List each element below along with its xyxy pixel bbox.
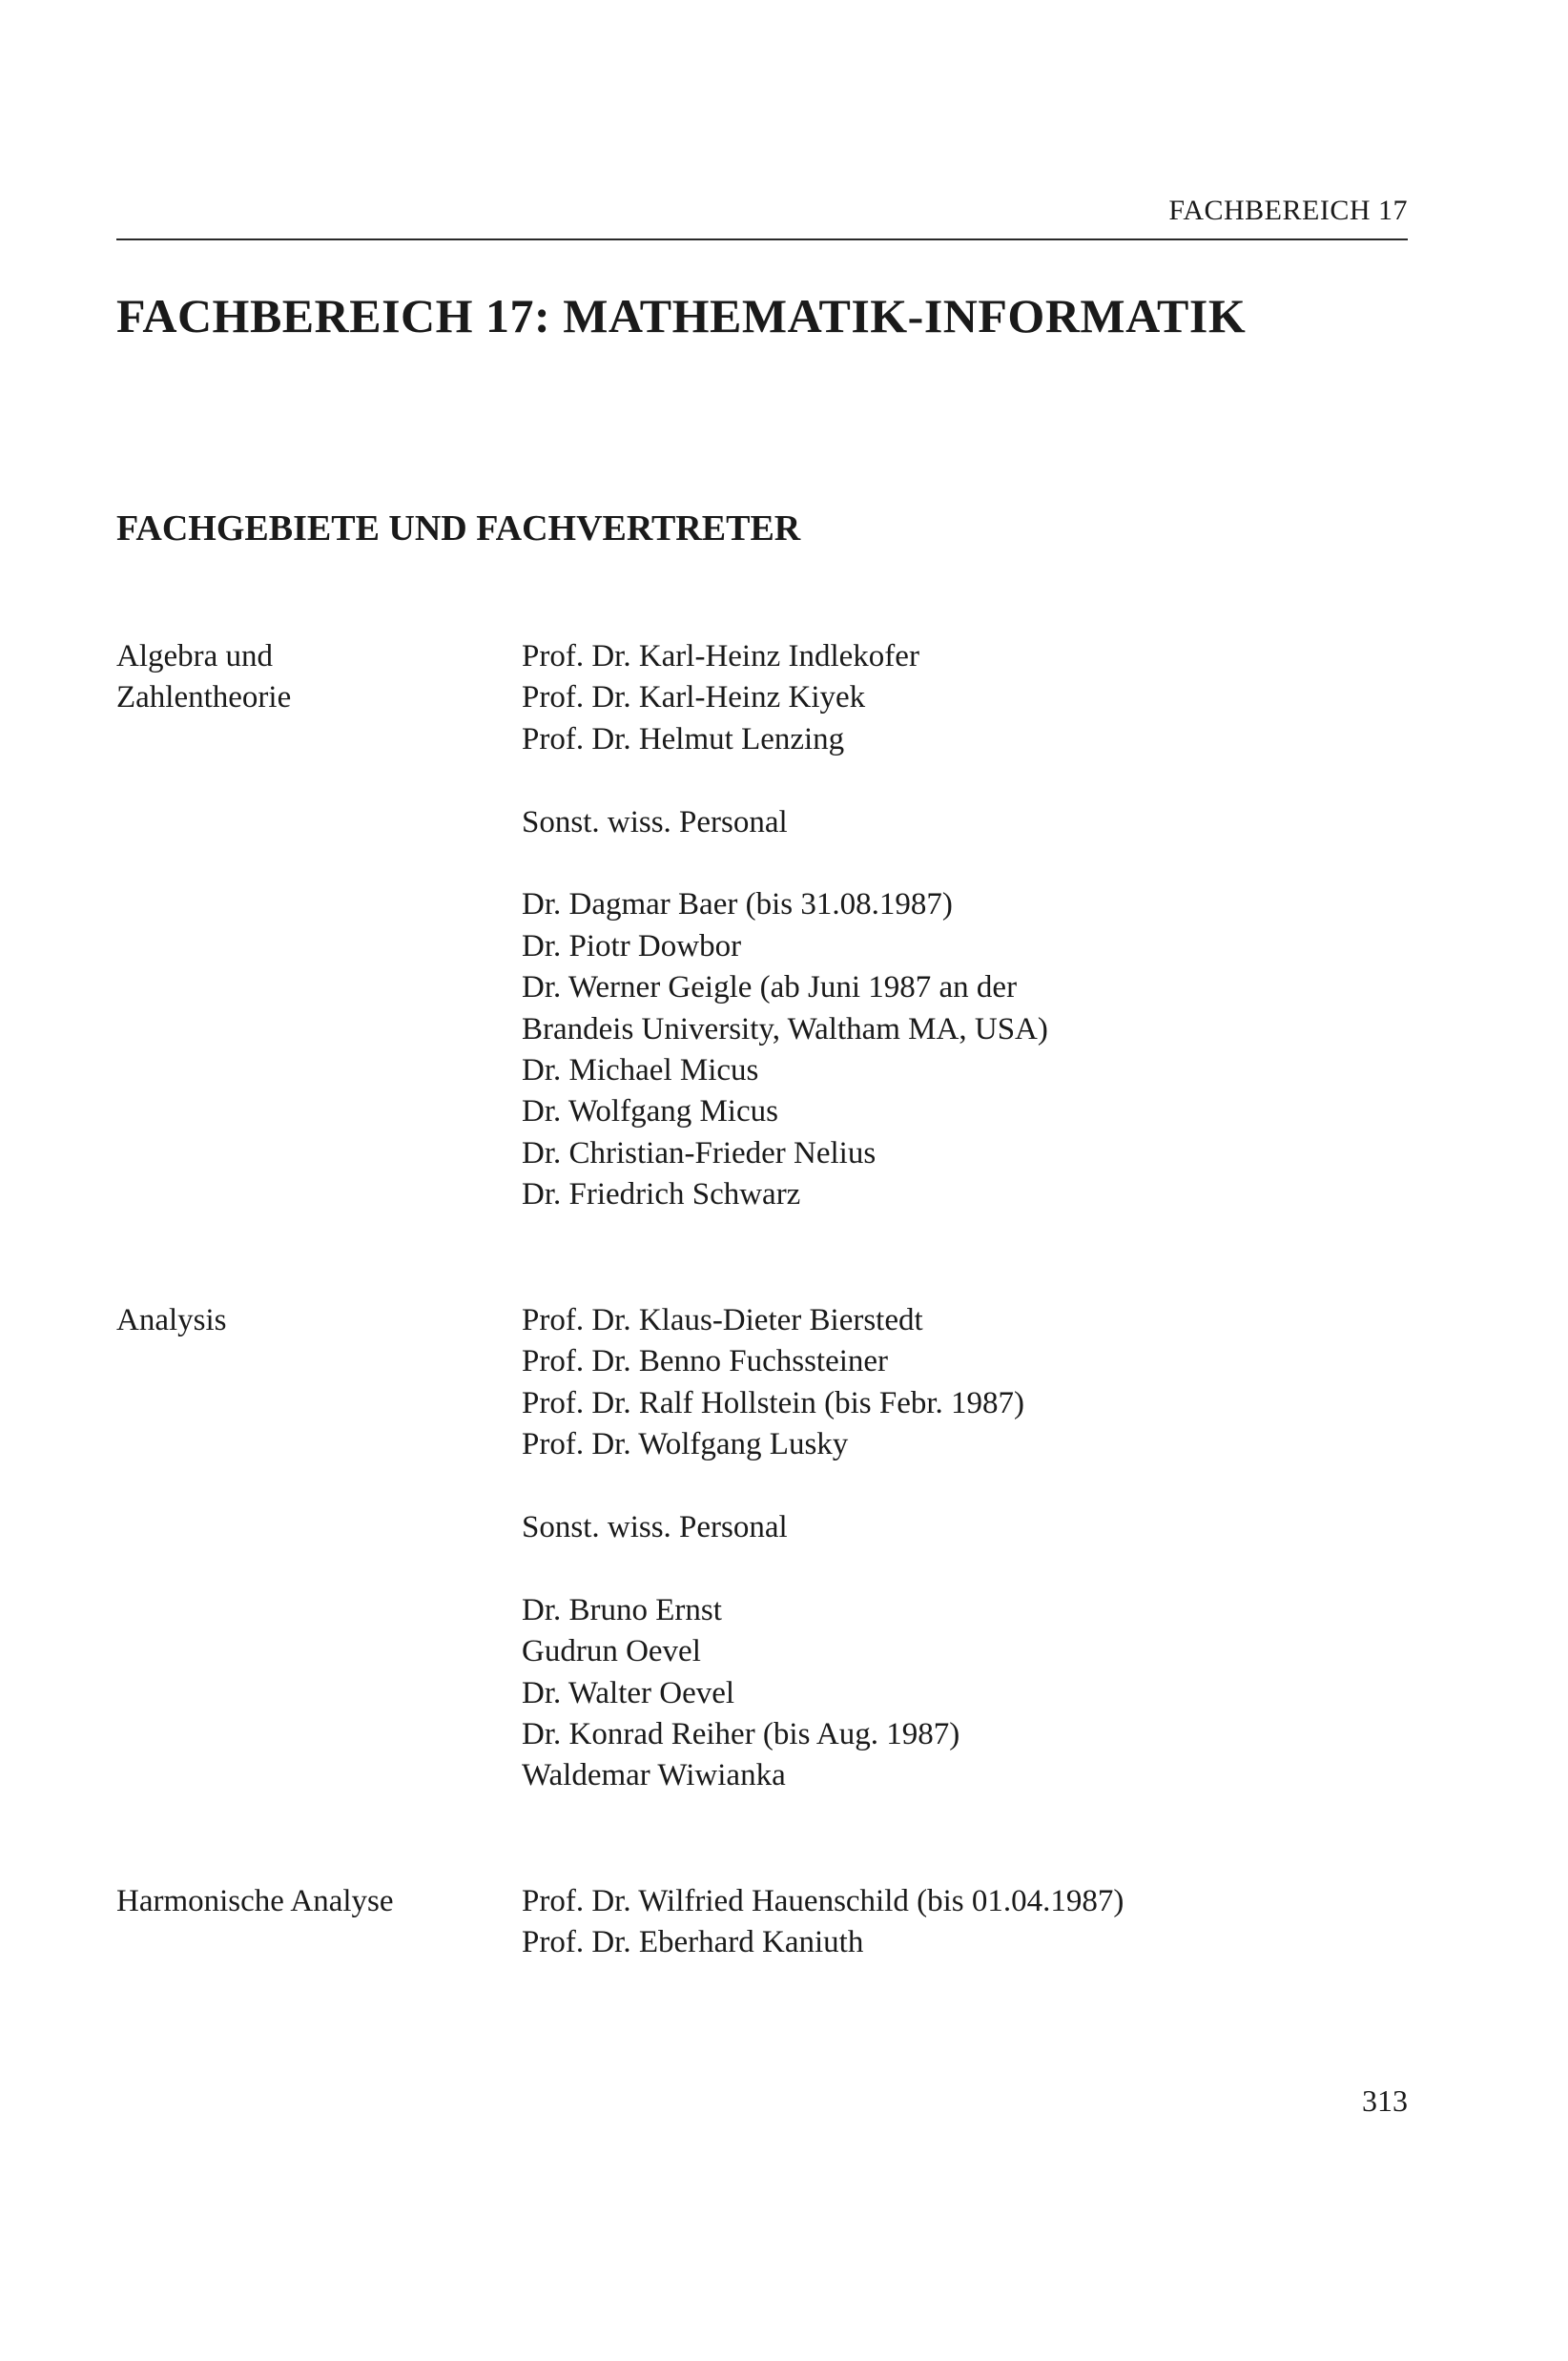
staff-heading: Sonst. wiss. Personal — [522, 804, 788, 839]
professor-entry: Prof. Dr. Helmut Lenzing — [522, 721, 845, 756]
area-label-line: Harmonische Analyse — [116, 1884, 394, 1918]
staff-entry: Dr. Walter Oevel — [522, 1675, 735, 1710]
staff-entry: Gudrun Oevel — [522, 1634, 701, 1669]
spacer — [522, 1466, 1408, 1507]
staff-entry: Waldemar Wiwianka — [522, 1758, 786, 1793]
spacer — [522, 760, 1408, 801]
staff-entry: Dr. Piotr Dowbor — [522, 928, 742, 963]
staff-entry: Dr. Werner Geigle (ab Juni 1987 an der — [522, 970, 1018, 1005]
area-label-line: Algebra und — [116, 639, 274, 673]
area-members — [522, 1881, 1408, 1964]
professor-entry: Prof. Dr. Klaus-Dieter Bierstedt — [522, 1303, 923, 1337]
staff-entry: Dr. Konrad Reiher (bis Aug. 1987) — [522, 1717, 960, 1752]
area-label-line: Analysis — [116, 1303, 227, 1337]
area-members — [522, 1300, 1408, 1797]
staff-entry: Dr. Michael Micus — [522, 1053, 759, 1088]
professor-entry: Prof. Dr. Benno Fuchssteiner — [522, 1344, 889, 1379]
area-members — [522, 636, 1408, 1216]
professor-entry: Prof. Dr. Ralf Hollstein (bis Febr. 1987) — [522, 1385, 1025, 1420]
staff-heading: Sonst. wiss. Personal — [522, 1510, 788, 1545]
area-label — [116, 1881, 498, 1922]
staff-entry: Dr. Wolfgang Micus — [522, 1094, 778, 1129]
spacer — [522, 1548, 1408, 1589]
spacer — [522, 843, 1408, 884]
staff-entry: Brandeis University, Waltham MA, USA) — [522, 1011, 1048, 1046]
running-head: FACHBEREICH 17 — [1168, 195, 1408, 226]
area-label-line: Zahlentheorie — [116, 680, 292, 715]
professor-entry: Prof. Dr. Wilfried Hauenschild (bis 01.04.1987) — [522, 1884, 1124, 1918]
staff-entry: Dr. Friedrich Schwarz — [522, 1177, 801, 1212]
area-label — [116, 1300, 498, 1341]
section-title: FACHGEBIETE UND FACHVERTRETER — [116, 508, 801, 549]
professor-entry: Prof. Dr. Eberhard Kaniuth — [522, 1925, 864, 1960]
header-rule — [116, 238, 1408, 240]
professor-entry: Prof. Dr. Karl-Heinz Kiyek — [522, 680, 866, 715]
chapter-title: FACHBEREICH 17: MATHEMATIK-INFORMATIK — [116, 289, 1247, 342]
area-label — [116, 636, 498, 718]
staff-entry: Dr. Dagmar Baer (bis 31.08.1987) — [522, 887, 953, 922]
page-number: 313 — [1362, 2083, 1408, 2118]
professor-entry: Prof. Dr. Karl-Heinz Indlekofer — [522, 639, 919, 673]
professor-entry: Prof. Dr. Wolfgang Lusky — [522, 1427, 849, 1462]
staff-entry: Dr. Bruno Ernst — [522, 1592, 722, 1627]
staff-entry: Dr. Christian-Frieder Nelius — [522, 1135, 877, 1170]
